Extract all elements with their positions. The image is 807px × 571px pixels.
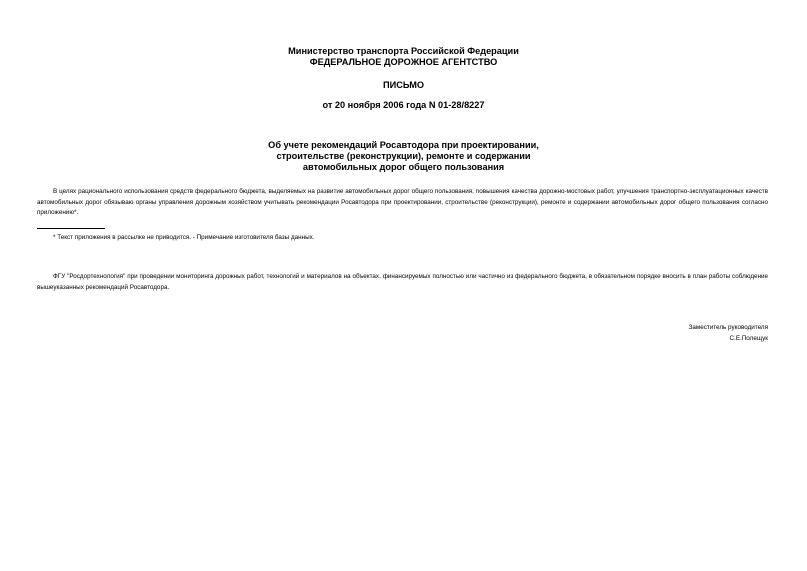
subject-line-3: автомобильных дорог общего пользования <box>302 162 505 172</box>
document-type: ПИСЬМО <box>382 80 425 90</box>
ministry-name: Министерство транспорта Российской Федерации <box>288 46 519 56</box>
footnote-divider <box>37 228 105 229</box>
agency-name: ФЕДЕРАЛЬНОЕ ДОРОЖНОЕ АГЕНТСТВО <box>309 57 498 67</box>
document-subject <box>0 140 807 173</box>
subject-line-1: Об учете рекомендаций Росавтодора при проектировании, <box>268 140 539 150</box>
body-paragraph-1: В целях рационального использования средств федерального бюджета, выделяемых на развитие автомобильных дорог общего пользования, повышения качества дорожно-мостовых работ, улучшения транспортно-эксплуатационных качеств автомобильных дорог обязываю органы управления дорожным хозяйством учитывать рекомендации Росавтодора при проектировании, строительстве (реконструкции), ремонте и содержании автомобильных дорог общего пользования согласно приложению*. <box>37 188 768 217</box>
subject-line-2: строительстве (реконструкции), ремонте и содержании <box>276 151 531 161</box>
body-paragraph-2: ФГУ "Росдортехнология" при проведении мониторинга дорожных работ, технологий и материалов на объектах, финансируемых полностью или частично из федерального бюджета, в обязательном порядке вносить в план работы соблюдение вышеуказанных рекомендаций Росавтодора. <box>37 273 768 291</box>
signer-name: С.Е.Полещук <box>729 334 768 342</box>
signature-block <box>689 323 768 344</box>
footnote: * Текст приложения в рассылке не приводится. - Примечание изготовителя базы данных. <box>53 234 315 241</box>
document-date-number: от 20 ноября 2006 года N 01-28/8227 <box>322 100 485 110</box>
signer-position: Заместитель руководителя <box>688 324 768 331</box>
